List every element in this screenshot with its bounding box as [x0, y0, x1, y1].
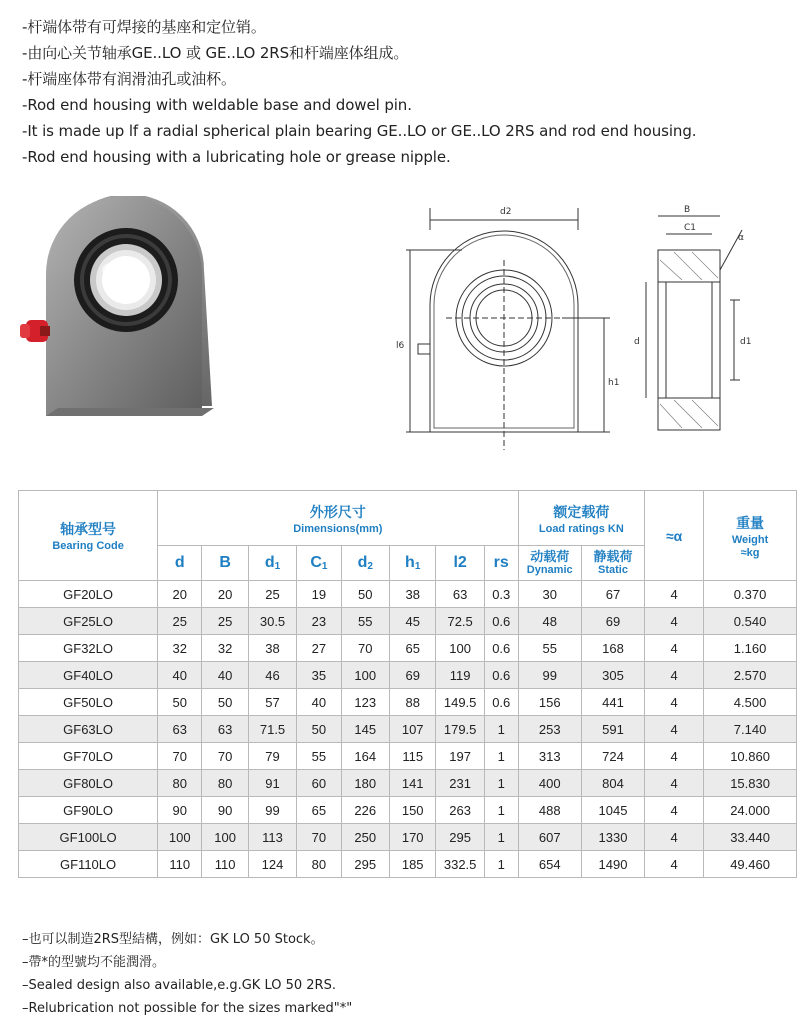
- table-row: [19, 851, 797, 878]
- table-row: [19, 689, 797, 716]
- bearing-code-cell: GF20LO: [19, 581, 158, 608]
- table-cell: 305: [581, 662, 644, 689]
- table-cell: 4: [645, 662, 704, 689]
- table-cell: 295: [341, 851, 389, 878]
- table-cell: 63: [202, 716, 248, 743]
- table-cell: 40: [297, 689, 341, 716]
- table-cell: 107: [390, 716, 436, 743]
- table-cell: 49.460: [704, 851, 797, 878]
- bearing-code-cell: GF40LO: [19, 662, 158, 689]
- dim-B-label: B: [684, 205, 691, 215]
- col-d2: $d_2$: [341, 546, 389, 581]
- table-cell: 69: [390, 662, 436, 689]
- table-row: [19, 797, 797, 824]
- table-cell: 231: [436, 770, 484, 797]
- footnote-line: –帶*的型號均不能潤滑。: [22, 955, 166, 970]
- intro-line: -杆端座体带有润滑油孔或油杯。: [22, 70, 236, 88]
- intro-text: [22, 14, 792, 170]
- table-cell: 48: [518, 608, 581, 635]
- table-cell: 123: [341, 689, 389, 716]
- specification-table: [18, 490, 797, 878]
- table-cell: 70: [341, 635, 389, 662]
- table-cell: 0.370: [704, 581, 797, 608]
- table-cell: 65: [297, 797, 341, 824]
- col-C1: $C_1$: [297, 546, 341, 581]
- table-cell: 15.830: [704, 770, 797, 797]
- table-cell: 115: [390, 743, 436, 770]
- table-cell: 179.5: [436, 716, 484, 743]
- dim-h1-label: h1: [608, 378, 620, 388]
- table-cell: 4: [645, 770, 704, 797]
- table-cell: 185: [390, 851, 436, 878]
- table-cell: 33.440: [704, 824, 797, 851]
- table-cell: 99: [248, 797, 296, 824]
- table-row: [19, 743, 797, 770]
- intro-line: -Rod end housing with weldable base and dowel pin.: [22, 96, 412, 114]
- table-cell: 4: [645, 716, 704, 743]
- table-cell: 50: [202, 689, 248, 716]
- table-cell: 7.140: [704, 716, 797, 743]
- intro-line: -Rod end housing with a lubricating hole or grease nipple.: [22, 148, 451, 166]
- table-row: [19, 770, 797, 797]
- table-cell: 1045: [581, 797, 644, 824]
- table-cell: 150: [390, 797, 436, 824]
- table-row: [19, 581, 797, 608]
- dimensions-en: Dimensions(mm): [293, 522, 383, 535]
- table-cell: 99: [518, 662, 581, 689]
- table-cell: 654: [518, 851, 581, 878]
- table-cell: 46: [248, 662, 296, 689]
- table-cell: 1490: [581, 851, 644, 878]
- dim-C1-label: C1: [684, 223, 697, 233]
- bearing-code-cell: GF110LO: [19, 851, 158, 878]
- table-cell: 4.500: [704, 689, 797, 716]
- table-cell: 170: [390, 824, 436, 851]
- table-cell: 55: [297, 743, 341, 770]
- weight-header: [704, 491, 797, 581]
- table-cell: 70: [202, 743, 248, 770]
- table-cell: 30.5: [248, 608, 296, 635]
- table-cell: 156: [518, 689, 581, 716]
- table-cell: 50: [341, 581, 389, 608]
- load-ratings-cn: 额定载荷: [553, 504, 610, 521]
- table-cell: 80: [297, 851, 341, 878]
- table-cell: 20: [158, 581, 202, 608]
- table-cell: 197: [436, 743, 484, 770]
- col-static: 静载荷 Static: [581, 546, 644, 581]
- dim-alpha-label: α: [738, 233, 744, 243]
- table-cell: 45: [390, 608, 436, 635]
- table-cell: 23: [297, 608, 341, 635]
- table-cell: 607: [518, 824, 581, 851]
- alpha-header: ≈α: [645, 491, 704, 581]
- intro-line: -由向心关节轴承GE..LO 或 GE..LO 2RS和杆端座体组成。: [22, 44, 409, 62]
- table-cell: 141: [390, 770, 436, 797]
- table-cell: 0.540: [704, 608, 797, 635]
- bearing-code-cell: GF25LO: [19, 608, 158, 635]
- table-cell: 804: [581, 770, 644, 797]
- table-cell: 100: [158, 824, 202, 851]
- bearing-code-cell: GF63LO: [19, 716, 158, 743]
- footnote-line: –Sealed design also available,e.g.GK LO 50 2RS.: [22, 978, 336, 993]
- table-cell: 4: [645, 743, 704, 770]
- table-cell: 55: [518, 635, 581, 662]
- weight-cn: 重量: [736, 515, 765, 532]
- col-d: d: [158, 546, 202, 581]
- table-cell: 70: [158, 743, 202, 770]
- table-cell: 168: [581, 635, 644, 662]
- table-cell: 30: [518, 581, 581, 608]
- table-body: [19, 581, 797, 878]
- table-cell: 71.5: [248, 716, 296, 743]
- col-dynamic: 动载荷 Dynamic: [518, 546, 581, 581]
- table-cell: 4: [645, 689, 704, 716]
- table-row: [19, 824, 797, 851]
- weight-unit: ≈kg: [740, 546, 760, 559]
- table-cell: 263: [436, 797, 484, 824]
- col-l2: l2: [436, 546, 484, 581]
- table-cell: 19: [297, 581, 341, 608]
- table-cell: 65: [390, 635, 436, 662]
- table-cell: 91: [248, 770, 296, 797]
- table-cell: 24.000: [704, 797, 797, 824]
- table-cell: 124: [248, 851, 296, 878]
- footnotes: [22, 928, 782, 1020]
- bearing-code-cell: GF80LO: [19, 770, 158, 797]
- load-ratings-en: Load ratings KN: [538, 522, 624, 535]
- col-h1: $h_1$: [390, 546, 436, 581]
- table-cell: 67: [581, 581, 644, 608]
- table-cell: 180: [341, 770, 389, 797]
- table-cell: 1: [484, 770, 518, 797]
- table-cell: 1: [484, 797, 518, 824]
- bearing-code-cell: GF90LO: [19, 797, 158, 824]
- rod-end-product-photo: [14, 196, 254, 428]
- table-cell: 90: [202, 797, 248, 824]
- table-cell: 25: [202, 608, 248, 635]
- table-cell: 100: [202, 824, 248, 851]
- table-cell: 32: [158, 635, 202, 662]
- table-cell: 4: [645, 581, 704, 608]
- table-cell: 55: [341, 608, 389, 635]
- dim-d-label: d: [634, 337, 640, 347]
- table-cell: 4: [645, 824, 704, 851]
- table-cell: 1.160: [704, 635, 797, 662]
- dim-d1-label: d1: [740, 337, 752, 347]
- col-B: B: [202, 546, 248, 581]
- table-cell: 63: [436, 581, 484, 608]
- table-cell: 63: [158, 716, 202, 743]
- dim-d2-label: d2: [500, 207, 512, 217]
- table-cell: 90: [158, 797, 202, 824]
- table-cell: 1: [484, 851, 518, 878]
- footnote-line: –也可以制造2RS型結構，例如：GK LO 50 Stock。: [22, 932, 324, 947]
- table-row: [19, 635, 797, 662]
- table-cell: 4: [645, 608, 704, 635]
- table-cell: 0.3: [484, 581, 518, 608]
- col-d1: $d_1$: [248, 546, 296, 581]
- table-cell: 145: [341, 716, 389, 743]
- table-row: [19, 662, 797, 689]
- intro-line: -杆端体带有可焊接的基座和定位销。: [22, 18, 266, 36]
- table-cell: 25: [158, 608, 202, 635]
- table-cell: 724: [581, 743, 644, 770]
- table-cell: 488: [518, 797, 581, 824]
- dimensions-cn: 外形尺寸: [309, 504, 366, 521]
- table-cell: 80: [158, 770, 202, 797]
- table-cell: 250: [341, 824, 389, 851]
- bearing-code-cell: GF50LO: [19, 689, 158, 716]
- table-cell: 332.5: [436, 851, 484, 878]
- table-cell: 50: [297, 716, 341, 743]
- table-cell: 10.860: [704, 743, 797, 770]
- table-cell: 72.5: [436, 608, 484, 635]
- table-cell: 0.6: [484, 608, 518, 635]
- bearing-code-header: [19, 491, 158, 581]
- dimensions-header: [158, 491, 518, 546]
- table-cell: 4: [645, 635, 704, 662]
- table-cell: 38: [390, 581, 436, 608]
- table-cell: 110: [202, 851, 248, 878]
- table-cell: 0.6: [484, 635, 518, 662]
- front-view-drawing: [382, 200, 622, 462]
- table-cell: 50: [158, 689, 202, 716]
- table-cell: 35: [297, 662, 341, 689]
- table-cell: 110: [158, 851, 202, 878]
- table-cell: 70: [297, 824, 341, 851]
- table-cell: 1: [484, 716, 518, 743]
- weight-en: Weight: [731, 533, 769, 546]
- table-cell: 27: [297, 635, 341, 662]
- table-cell: 149.5: [436, 689, 484, 716]
- bearing-code-cell: GF32LO: [19, 635, 158, 662]
- table-cell: 0.6: [484, 662, 518, 689]
- table-cell: 88: [390, 689, 436, 716]
- table-cell: 32: [202, 635, 248, 662]
- dim-l6-label: l6: [396, 341, 405, 351]
- table-cell: 100: [341, 662, 389, 689]
- table-row: [19, 608, 797, 635]
- table-cell: 1: [484, 824, 518, 851]
- table-cell: 57: [248, 689, 296, 716]
- table-cell: 113: [248, 824, 296, 851]
- table-cell: 295: [436, 824, 484, 851]
- load-ratings-header: [518, 491, 645, 546]
- side-view-drawing: [630, 200, 760, 440]
- bearing-code-cell: GF70LO: [19, 743, 158, 770]
- col-rs: rs: [484, 546, 518, 581]
- table-cell: 119: [436, 662, 484, 689]
- table-cell: 2.570: [704, 662, 797, 689]
- table-cell: 40: [202, 662, 248, 689]
- bearing-code-cell: GF100LO: [19, 824, 158, 851]
- table-cell: 80: [202, 770, 248, 797]
- table-cell: 20: [202, 581, 248, 608]
- table-cell: 164: [341, 743, 389, 770]
- table-cell: 0.6: [484, 689, 518, 716]
- intro-line: -It is made up lf a radial spherical plain bearing GE..LO or GE..LO 2RS and rod end housing.: [22, 122, 697, 140]
- table-cell: 226: [341, 797, 389, 824]
- table-cell: 79: [248, 743, 296, 770]
- bearing-code-en: Bearing Code: [52, 540, 124, 552]
- table-row: [19, 716, 797, 743]
- table-cell: 100: [436, 635, 484, 662]
- table-cell: 313: [518, 743, 581, 770]
- table-cell: 253: [518, 716, 581, 743]
- footnote-line: –Relubrication not possible for the sizes marked"*": [22, 1001, 353, 1016]
- table-cell: 60: [297, 770, 341, 797]
- table-cell: 38: [248, 635, 296, 662]
- table-cell: 1: [484, 743, 518, 770]
- table-cell: 400: [518, 770, 581, 797]
- table-cell: 4: [645, 797, 704, 824]
- table-cell: 25: [248, 581, 296, 608]
- table-cell: 69: [581, 608, 644, 635]
- bearing-code-cn: 轴承型号: [60, 522, 117, 538]
- table-cell: 591: [581, 716, 644, 743]
- table-cell: 441: [581, 689, 644, 716]
- table-cell: 40: [158, 662, 202, 689]
- table-cell: 1330: [581, 824, 644, 851]
- table-cell: 4: [645, 851, 704, 878]
